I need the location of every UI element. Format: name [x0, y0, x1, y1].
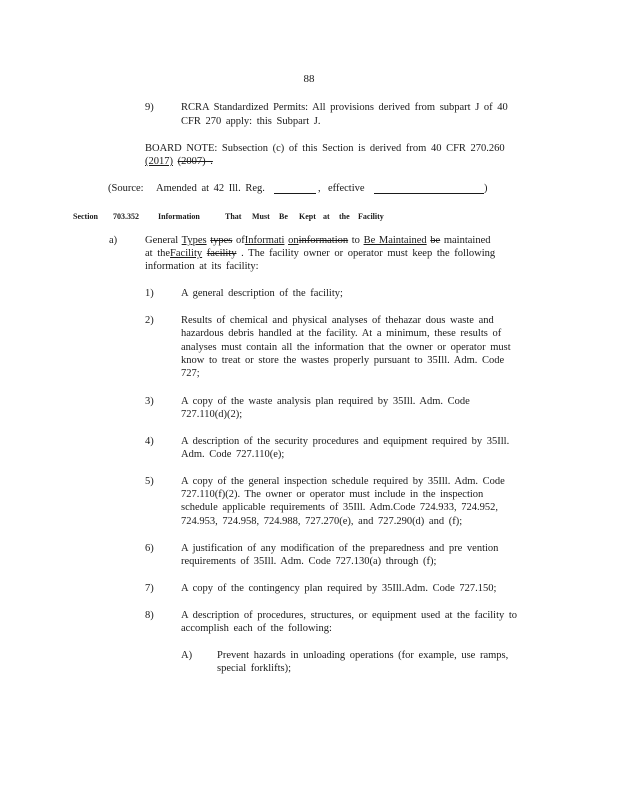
para-a-word: to	[351, 235, 360, 246]
source-reg-blank	[274, 183, 316, 194]
inserted-text: Be Maintained	[363, 235, 427, 246]
item-5-number: 5)	[145, 476, 154, 487]
section-number: 703.352	[113, 212, 139, 221]
inserted-text: on	[288, 235, 299, 246]
board-note-line-1: BOARD NOTE: Subsection (c) of this Section is derived from 40 CFR 270.260	[145, 143, 505, 154]
para-a-word: . The facility owner or operator must keep the following	[241, 248, 496, 259]
item-4-line-2: Adm. Code 727.110(e);	[181, 449, 285, 460]
item-2-line-1: Results of chemical and physical analyses of thehazar dous waste and	[181, 315, 494, 326]
inserted-text: Informati	[244, 235, 285, 246]
deleted-text: information	[298, 235, 349, 246]
item-9-line-2: CFR 270 apply: this Subpart J.	[181, 116, 321, 127]
item-2-line-5: 727;	[181, 368, 200, 379]
item-5-line-2: 727.110(f)(2). The owner or operator must include in the inspection	[181, 489, 484, 500]
sub-item-a-number: A)	[181, 650, 193, 661]
item-7-number: 7)	[145, 583, 154, 594]
source-suffix: )	[484, 183, 488, 194]
item-3-number: 3)	[145, 396, 154, 407]
item-8-line-2: accomplish each of the following:	[181, 623, 332, 634]
item-4-number: 4)	[145, 436, 154, 447]
source-effective-blank	[374, 183, 484, 194]
item-8-line-1: A description of procedures, structures, or equipment used at the facility to	[181, 610, 518, 621]
heading-word-5: Kept	[299, 212, 316, 221]
para-a-word: at the	[145, 248, 171, 259]
inserted-text: Types	[181, 235, 207, 246]
sub-item-a-line-1: Prevent hazards in unloading operations (for example, use ramps,	[217, 650, 509, 661]
heading-word-3: Must	[252, 212, 270, 221]
item-2-line-2: hazardous debris handled at the facility. At a minimum, these results of	[181, 328, 502, 339]
para-a-line-2	[145, 247, 495, 261]
para-a-line-1	[145, 234, 491, 248]
page-number: 88	[303, 73, 315, 85]
inserted-text: Facility	[170, 248, 203, 259]
item-4-line-1: A description of the security procedures and equipment required by 35Ill.	[181, 436, 510, 447]
board-note-deleted-year: (2007) .	[177, 156, 213, 167]
source-prefix: (Source:	[108, 183, 144, 194]
para-a-word: General	[145, 235, 179, 246]
heading-word-7: the	[339, 212, 350, 221]
item-5-line-4: 724.953, 724.958, 724.988, 727.270(e), and 727.290(d) and (f);	[181, 516, 463, 527]
item-6-line-2: requirements of 35Ill. Adm. Code 727.130(a) through (f);	[181, 556, 437, 567]
item-9-number: 9)	[145, 102, 154, 113]
item-3-line-1: A copy of the waste analysis plan required by 35Ill. Adm. Code	[181, 396, 470, 407]
item-5-line-3: schedule applicable requirements of 35Ill. Adm.Code 724.933, 724.952,	[181, 502, 498, 513]
deleted-text: facility	[206, 248, 237, 259]
item-3-line-2: 727.110(d)(2);	[181, 409, 243, 420]
heading-word-1: Information	[158, 212, 200, 221]
source-comma: ,	[318, 183, 321, 194]
item-8-number: 8)	[145, 610, 154, 621]
para-a-word: maintained	[443, 235, 491, 246]
heading-word-8: Facility	[358, 212, 384, 221]
deleted-text: types	[210, 235, 233, 246]
sub-item-a-line-2: special forklifts);	[217, 663, 292, 674]
item-1-number: 1)	[145, 288, 154, 299]
item-7-line-1: A copy of the contingency plan required by 35Ill.Adm. Code 727.150;	[181, 583, 497, 594]
item-2-line-3: analyses must contain all the information that the owner or operator must	[181, 342, 511, 353]
board-note-line-2	[145, 155, 213, 169]
board-note-inserted-year: (2017)	[145, 156, 173, 167]
item-2-line-4: know to treat or store the wastes properly pursuant to 35Ill. Adm. Code	[181, 355, 505, 366]
section-label: Section	[73, 212, 98, 221]
heading-word-2: That	[225, 212, 242, 221]
source-effective: effective	[328, 183, 365, 194]
para-a-word: of	[236, 235, 245, 246]
para-a-number: a)	[109, 235, 118, 246]
heading-word-4: Be	[279, 212, 288, 221]
item-1-line-1: A general description of the facility;	[181, 288, 343, 299]
item-6-number: 6)	[145, 543, 154, 554]
source-text: Amended at 42 Ill. Reg.	[156, 183, 265, 194]
heading-word-6: at	[323, 212, 330, 221]
item-6-line-1: A justification of any modification of the preparedness and pre vention	[181, 543, 499, 554]
item-5-line-1: A copy of the general inspection schedule required by 35Ill. Adm. Code	[181, 476, 505, 487]
item-9-line-1: RCRA Standardized Permits: All provisions derived from subpart J of 40	[181, 102, 508, 113]
deleted-text: be	[430, 235, 441, 246]
para-a-line-3: information at its facility:	[145, 261, 259, 272]
item-2-number: 2)	[145, 315, 154, 326]
